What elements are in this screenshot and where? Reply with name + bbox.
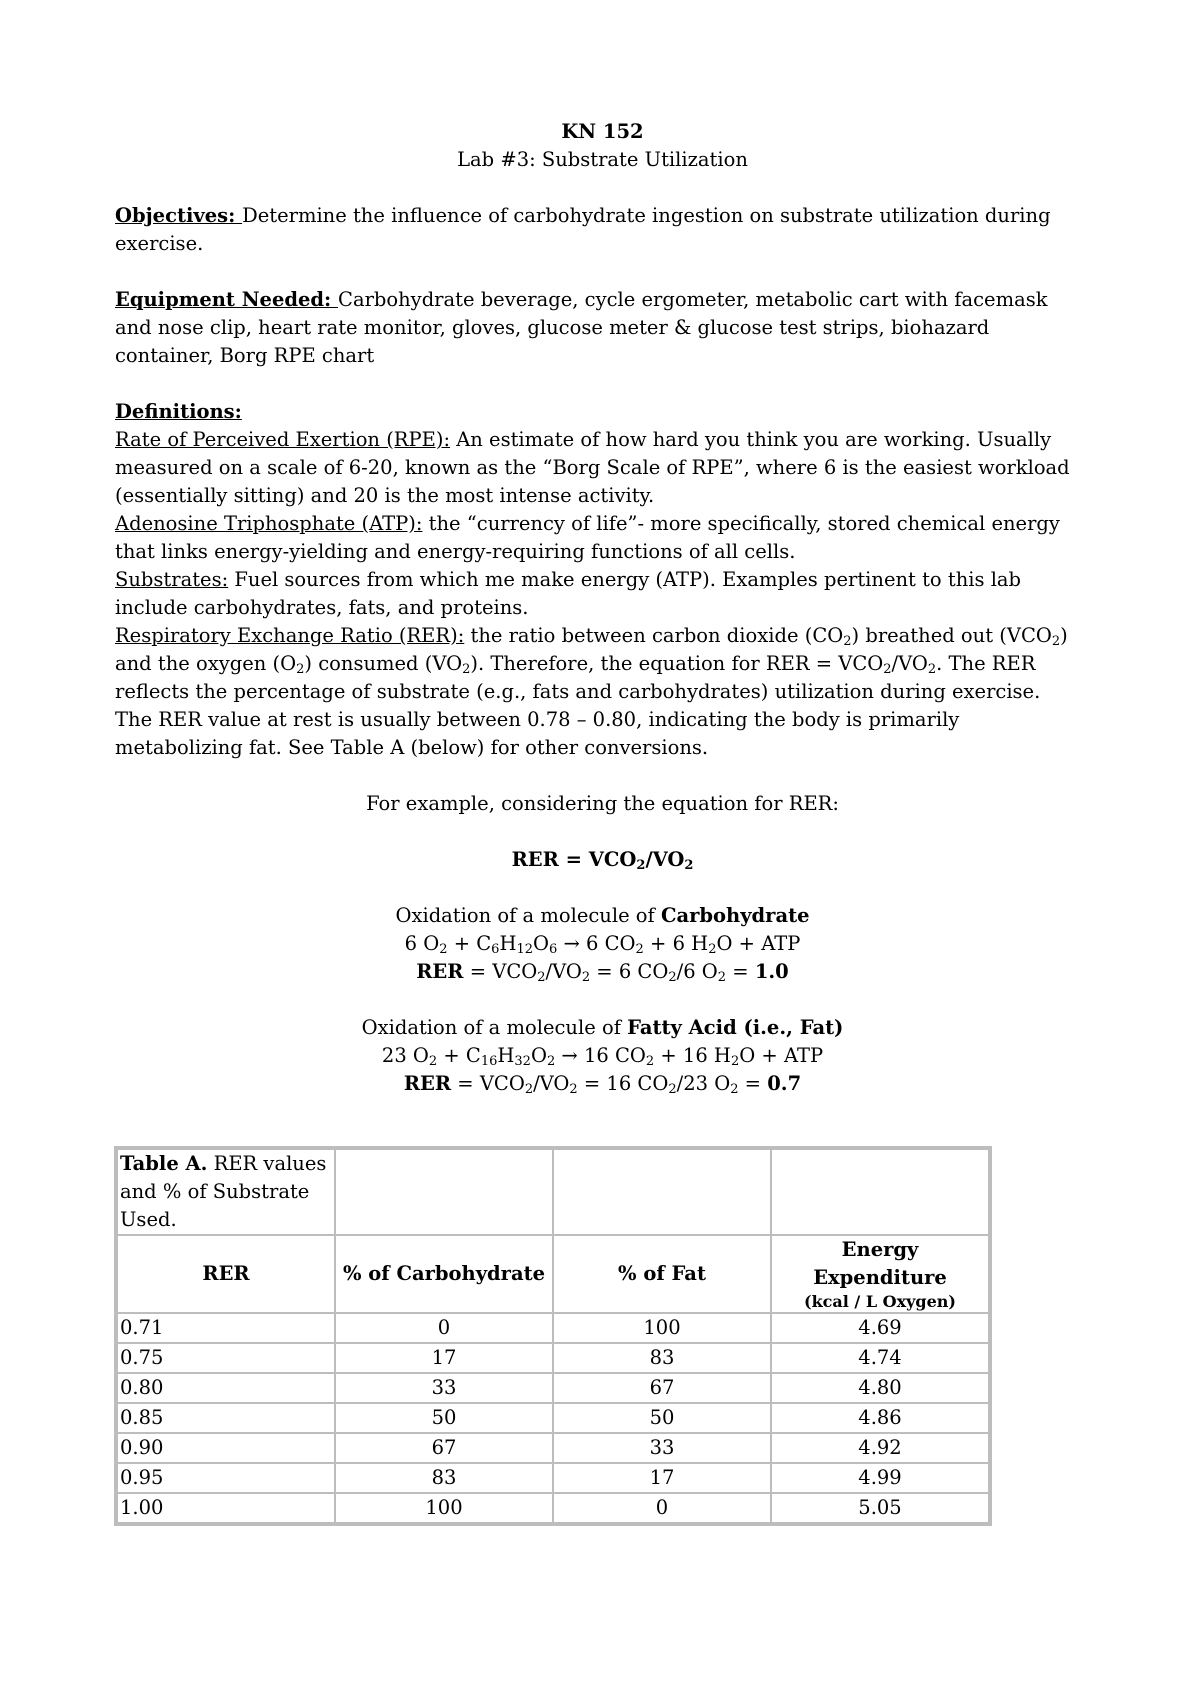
header-fat: % of Fat xyxy=(553,1235,771,1313)
carb-rer xyxy=(115,958,1090,986)
document-body xyxy=(115,118,1090,1098)
subscript: 2 xyxy=(635,942,644,957)
table-cell: 50 xyxy=(553,1403,771,1433)
subscript: 6 xyxy=(549,942,558,957)
table-empty-cell xyxy=(335,1149,553,1235)
table-cell: 83 xyxy=(553,1343,771,1373)
table-cell: 33 xyxy=(553,1433,771,1463)
formula-part: + C xyxy=(447,932,492,955)
rer-text-part: . The RER reflects the percentage of substrate (e.g., fats and carbohydrates) utilization during exercise. xyxy=(115,652,1041,703)
formula-part: /VO xyxy=(545,960,582,983)
equation-part: /VO xyxy=(645,848,685,871)
subscript: 2 xyxy=(546,1054,556,1069)
formula-part: /6 O xyxy=(676,960,718,983)
subscript: 2 xyxy=(684,858,694,873)
rer-text-part: ) consumed (VO xyxy=(304,652,463,675)
rer-result: 1.0 xyxy=(754,960,789,983)
table-cell: 4.92 xyxy=(771,1433,989,1463)
formula-part: 23 O xyxy=(381,1044,429,1067)
table-cell: 17 xyxy=(335,1343,553,1373)
definitions-heading: Definitions: xyxy=(115,400,242,423)
subscript: 2 xyxy=(537,970,546,985)
table-cell: 0 xyxy=(553,1493,771,1523)
table-cell: 4.80 xyxy=(771,1373,989,1403)
table-row xyxy=(117,1343,989,1373)
fat-heading xyxy=(115,1014,1090,1042)
table-empty-cell xyxy=(771,1149,989,1235)
atp-term: Adenosine Triphosphate (ATP): xyxy=(115,512,423,535)
substrates-text: Fuel sources from which me make energy (ATP). Examples pertinent to this lab include carbohydrates, fats, and proteins. xyxy=(115,568,1022,619)
formula-part: H xyxy=(497,1044,515,1067)
header-carbohydrate: % of Carbohydrate xyxy=(335,1235,553,1313)
equipment-label: Equipment Needed: xyxy=(115,288,339,311)
subscript: 2 xyxy=(636,858,646,873)
table-row xyxy=(117,1433,989,1463)
header-energy xyxy=(771,1235,989,1313)
table-cell: 5.05 xyxy=(771,1493,989,1523)
table-a xyxy=(114,1146,992,1526)
formula-part: O + ATP xyxy=(716,932,801,955)
rer-text-part: ). Therefore, the equation for RER = VCO xyxy=(470,652,884,675)
table-cell: 67 xyxy=(335,1433,553,1463)
objectives-text: Determine the influence of carbohydrate ingestion on substrate utilization during exercise. xyxy=(115,204,1051,255)
subscript: 2 xyxy=(668,970,677,985)
subscript: 2 xyxy=(462,662,471,677)
rer-text-part: the ratio between carbon dioxide (CO xyxy=(464,624,844,647)
rer-label: RER xyxy=(416,960,464,983)
subscript: 2 xyxy=(730,1082,739,1097)
subscript: 2 xyxy=(717,970,727,985)
subscript: 2 xyxy=(428,1054,438,1069)
rer-equation xyxy=(115,846,1090,874)
atp-text: the “currency of life”- more specifically, stored chemical energy that links energy-yielding and energy-requiring functions of all cells. xyxy=(115,512,1060,563)
subscript: 2 xyxy=(883,662,892,677)
subscript: 2 xyxy=(1051,634,1061,649)
table-cell: 50 xyxy=(335,1403,553,1433)
course-title: KN 152 xyxy=(561,120,644,143)
lab-title: Lab #3: Substrate Utilization xyxy=(457,148,748,171)
table-cell: 0.85 xyxy=(117,1403,335,1433)
table-row xyxy=(117,1403,989,1433)
definition-atp xyxy=(115,510,1090,566)
table-cell: 0.71 xyxy=(117,1313,335,1343)
table-cell: 0.75 xyxy=(117,1343,335,1373)
subscript: 2 xyxy=(843,634,852,649)
table-empty-cell xyxy=(553,1149,771,1235)
subscript: 6 xyxy=(491,942,500,957)
subscript: 32 xyxy=(514,1054,531,1069)
subscript: 2 xyxy=(645,1054,655,1069)
fat-rer xyxy=(115,1070,1090,1098)
definition-rer xyxy=(115,622,1090,706)
header-energy-unit: (kcal / L Oxygen) xyxy=(804,1292,956,1311)
formula-part: = VCO xyxy=(463,960,538,983)
subscript: 2 xyxy=(581,970,591,985)
formula-part: → 16 CO xyxy=(555,1044,646,1067)
rer-term: Respiratory Exchange Ratio (RER): xyxy=(115,624,465,647)
equipment-paragraph xyxy=(115,286,1090,370)
formula-part: O xyxy=(530,1044,547,1067)
table-cell: 0.80 xyxy=(117,1373,335,1403)
table-cell: 83 xyxy=(335,1463,553,1493)
rpe-text: An estimate of how hard you think you are working. Usually measured on a scale of 6-20, known as the “Borg Scale of RPE”, where 6 is the easiest workload (essentially sitting) and 20 is the most intense activity. xyxy=(115,428,1070,507)
formula-part: = xyxy=(726,960,755,983)
example-intro: For example, considering the equation for RER: xyxy=(366,792,839,815)
table-row xyxy=(117,1373,989,1403)
table-cell: 1.00 xyxy=(117,1493,335,1523)
formula-part: = 16 CO xyxy=(577,1072,669,1095)
carb-name: Carbohydrate xyxy=(660,904,810,927)
table-cell: 100 xyxy=(335,1493,553,1523)
table-cell: 4.69 xyxy=(771,1313,989,1343)
table-header-row xyxy=(117,1235,989,1313)
formula-part: = xyxy=(738,1072,768,1095)
formula-part: → 6 CO xyxy=(557,932,636,955)
rer-text-part: ) breathed out (VCO xyxy=(851,624,1052,647)
subscript: 2 xyxy=(439,942,448,957)
subscript: 2 xyxy=(708,942,717,957)
equipment-text: Carbohydrate beverage, cycle ergometer, metabolic cart with facemask and nose clip, heart rate monitor, gloves, glucose meter & glucose test strips, biohazard container, Borg RPE chart xyxy=(115,288,1048,367)
header-energy-label: Energy Expenditure xyxy=(813,1238,947,1289)
rpe-term: Rate of Perceived Exertion (RPE): xyxy=(115,428,451,451)
formula-part: /23 O xyxy=(676,1072,731,1095)
formula-part: = VCO xyxy=(451,1072,525,1095)
table-row xyxy=(117,1463,989,1493)
equation-part: RER = VCO xyxy=(511,848,637,871)
table-cell: 4.99 xyxy=(771,1463,989,1493)
table-cell: 33 xyxy=(335,1373,553,1403)
subscript: 2 xyxy=(296,662,305,677)
formula-part: + C xyxy=(437,1044,481,1067)
definition-rpe xyxy=(115,426,1090,510)
table-cell: 0.90 xyxy=(117,1433,335,1463)
objectives-paragraph xyxy=(115,202,1090,258)
fat-reaction xyxy=(115,1042,1090,1070)
table-row xyxy=(117,1313,989,1343)
formula-part: O xyxy=(533,932,550,955)
subscript: 12 xyxy=(516,942,534,957)
formula-part: H xyxy=(499,932,517,955)
table-caption xyxy=(117,1149,335,1235)
rer-label: RER xyxy=(403,1072,452,1095)
formula-part: = 6 CO xyxy=(590,960,669,983)
subscript: 2 xyxy=(668,1082,677,1097)
table-body xyxy=(117,1313,989,1523)
subscript: 2 xyxy=(927,662,937,677)
rer-result: 0.7 xyxy=(767,1072,802,1095)
table-cell: 4.74 xyxy=(771,1343,989,1373)
subscript: 16 xyxy=(480,1054,498,1069)
carb-prefix: Oxidation of a molecule of xyxy=(395,904,661,927)
formula-part: /VO xyxy=(533,1072,570,1095)
subscript: 2 xyxy=(524,1082,534,1097)
table-row xyxy=(117,1493,989,1523)
carb-reaction xyxy=(115,930,1090,958)
substrates-term: Substrates: xyxy=(115,568,229,591)
header-rer: RER xyxy=(117,1235,335,1313)
formula-part: + 6 H xyxy=(643,932,709,955)
rer-rest-text: The RER value at rest is usually between 0.78 – 0.80, indicating the body is primarily metabolizing fat. See Table A (below) for other conversions. xyxy=(115,708,960,759)
definition-substrates xyxy=(115,566,1090,622)
table-caption-bold: Table A. xyxy=(120,1152,208,1175)
subscript: 2 xyxy=(730,1054,740,1069)
table-caption-text: RER values and % of Substrate Used. xyxy=(120,1152,327,1231)
objectives-label: Objectives: xyxy=(115,204,243,227)
carb-heading xyxy=(115,902,1090,930)
rer-text-part: ) and the oxygen (O xyxy=(115,624,1068,675)
fat-prefix: Oxidation of a molecule of xyxy=(361,1016,628,1039)
fat-name: Fatty Acid (i.e., Fat) xyxy=(627,1016,844,1039)
formula-part: + 16 H xyxy=(654,1044,731,1067)
formula-part: O + ATP xyxy=(739,1044,824,1067)
formula-part: 6 O xyxy=(404,932,440,955)
subscript: 2 xyxy=(569,1082,578,1097)
table-caption-row xyxy=(117,1149,989,1235)
table-cell: 100 xyxy=(553,1313,771,1343)
table-cell: 67 xyxy=(553,1373,771,1403)
table-cell: 17 xyxy=(553,1463,771,1493)
table-cell: 0.95 xyxy=(117,1463,335,1493)
table-cell: 4.86 xyxy=(771,1403,989,1433)
table-cell: 0 xyxy=(335,1313,553,1343)
rer-text-part: /VO xyxy=(891,652,928,675)
